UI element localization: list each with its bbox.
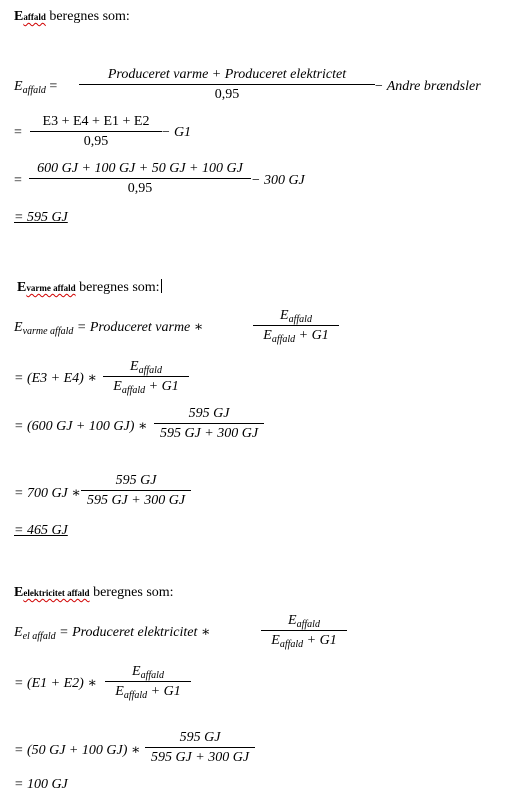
sec2-line1-denominator: $E_{affald} + G1$	[253, 325, 339, 344]
sec2-line4-numerator: 595 GJ	[115, 473, 157, 488]
sec3-line3-fraction	[145, 730, 255, 766]
sec2-line1-fraction	[253, 308, 339, 344]
text-cursor	[161, 279, 162, 293]
sec1-line3-fraction	[29, 161, 251, 197]
sec2-line2-pre: = (E3 + E4) ∗	[14, 371, 97, 386]
sec2-line4-denominator: 595 GJ + 300 GJ	[81, 490, 191, 509]
sec2-heading-sub: varme affald	[26, 283, 76, 293]
sec3-line2-numerator: $E_{affald}$	[132, 664, 164, 681]
sec1-heading-e: E	[14, 9, 24, 24]
sec1-line3-tail: − 300 GJ	[251, 173, 305, 188]
sec1-line1-numerator: Produceret varme + Produceret elektrictet	[107, 67, 347, 82]
sec3-line2-denominator: $E_{affald} + G1$	[105, 681, 191, 700]
sec3-heading-rest: beregnes som:	[89, 585, 174, 600]
sec1-line1-fraction	[79, 67, 375, 103]
sec3-line1-fraction	[261, 613, 347, 649]
sec3-line3-denominator: 595 GJ + 300 GJ	[145, 747, 255, 766]
sec1-heading	[14, 9, 130, 25]
sec1-line2-fraction	[30, 114, 162, 150]
sec1-line3-numerator: 600 GJ + 100 GJ + 50 GJ + 100 GJ	[37, 161, 243, 176]
sec1-line3-denominator: 0,95	[29, 178, 251, 197]
sec2-heading-rest: beregnes som:	[75, 280, 160, 295]
sec3-line3-numerator: 595 GJ	[179, 730, 221, 745]
sec2-line4-pre: = 700 GJ ∗	[14, 486, 81, 501]
sec1-result: = 595 GJ	[14, 210, 68, 225]
sec3-line3-pre: = (50 GJ + 100 GJ) ∗	[14, 743, 141, 758]
sec1-line2-numerator: E3 + E4 + E1 + E2	[42, 114, 150, 129]
sec3-heading	[14, 585, 174, 601]
sec2-heading-e: E	[17, 280, 27, 295]
sec2-line2-numerator: $E_{affald}$	[130, 359, 162, 376]
sec3-line2-fraction	[105, 664, 191, 700]
sec2-line3-fraction	[154, 406, 264, 442]
sec1-line3-eq: =	[14, 173, 22, 188]
sec1-line2-tail: − G1	[161, 125, 192, 140]
sec3-line1-numerator: $E_{affald}$	[288, 613, 320, 630]
sec3-line1-denominator: $E_{affald} + G1$	[261, 630, 347, 649]
sec2-line4-fraction	[81, 473, 191, 509]
sec2-line1-lhs: $E_{varme affald}$ = Produceret varme ∗	[14, 320, 204, 337]
sec1-line2-eq: =	[14, 125, 22, 140]
sec2-line3-numerator: 595 GJ	[188, 406, 230, 421]
sec2-line2-denominator: $E_{affald} + G1$	[103, 376, 189, 395]
sec2-line3-pre: = (600 GJ + 100 GJ) ∗	[14, 419, 148, 434]
sec2-heading	[17, 279, 162, 296]
sec2-result: = 465 GJ	[14, 523, 68, 538]
sec3-heading-sub: elektricitet affald	[23, 588, 90, 598]
sec2-line1-numerator: $E_{affald}$	[280, 308, 312, 325]
sec1-heading-rest: beregnes som:	[45, 9, 130, 24]
sec1-line2-denominator: 0,95	[30, 131, 162, 150]
sec2-line2-fraction	[103, 359, 189, 395]
sec3-heading-e: E	[14, 585, 24, 600]
sec1-line1-tail: − Andre brændsler	[374, 79, 481, 94]
sec1-line1-denominator: 0,95	[79, 84, 375, 103]
sec1-heading-sub: affald	[23, 12, 46, 22]
sec2-line3-denominator: 595 GJ + 300 GJ	[154, 423, 264, 442]
sec3-line2-pre: = (E1 + E2) ∗	[14, 676, 97, 691]
sec3-line4-partial: = 100 GJ	[14, 777, 68, 792]
sec3-line1-lhs: $E_{el affald}$ = Produceret elektricitet ∗	[14, 625, 211, 642]
sec1-line1-lhs: $E_{affald}$ =	[14, 79, 58, 96]
